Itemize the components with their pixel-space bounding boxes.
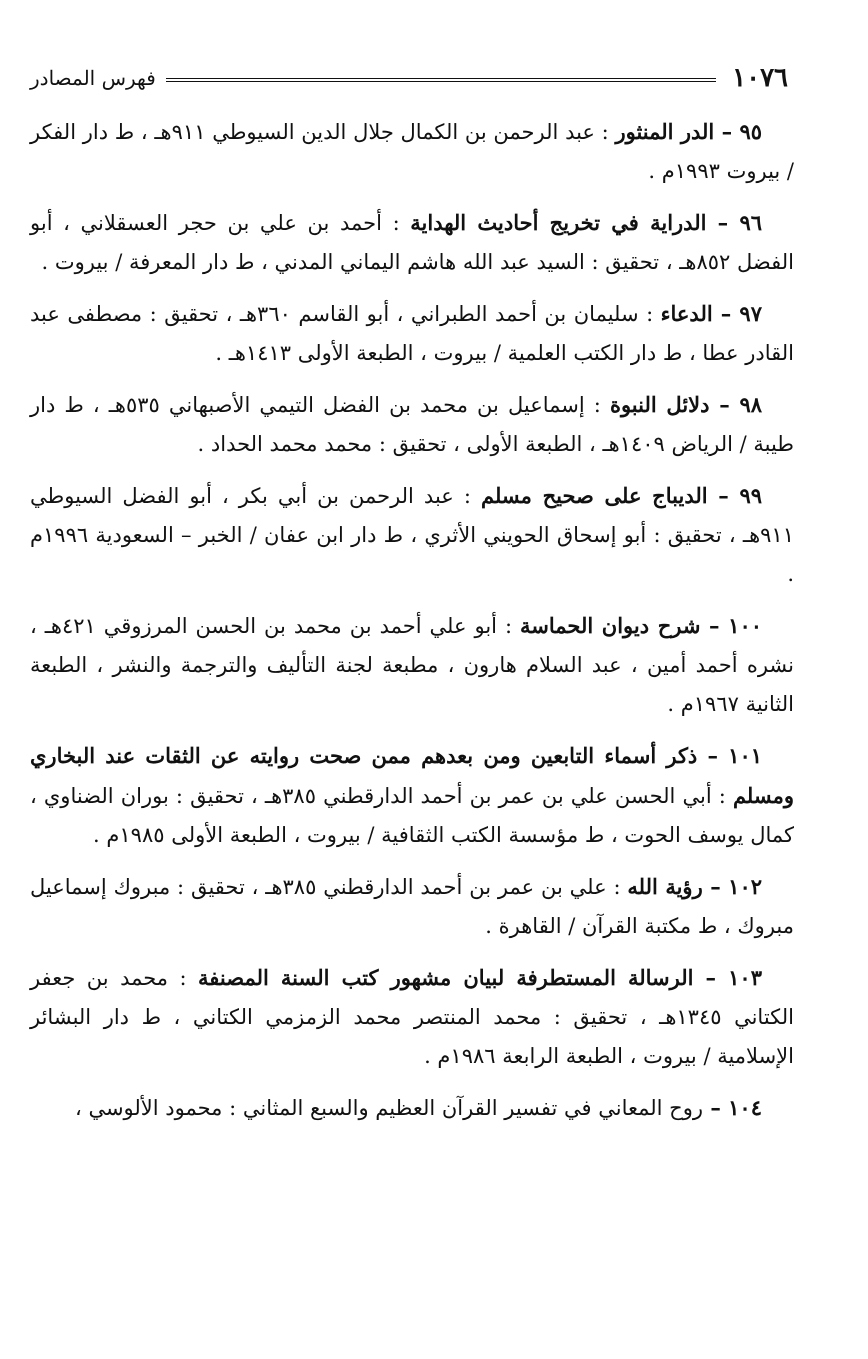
entry-number: ٩٧ [739, 301, 762, 326]
entry-number: ١٠٤ [728, 1095, 762, 1120]
entry-body: : محمود الألوسي ، [75, 1096, 243, 1120]
source-entry-103: ١٠٣ – الرسالة المستطرفة لبيان مشهور كتب السنة المصنفة : محمد بن جعفر الكتاني ١٣٤٥هـ ، تحقيق : محمد المنتصر محمد الزمزمي الكتاني ، ط دار البشائر الإسلامية / بيروت ، الطبعة الرابعة ١٩٨٦م . [30, 965, 794, 1068]
source-entry-95: ٩٥ – الدر المنثور : عبد الرحمن بن الكمال جلال الدين السيوطي ٩١١هـ ، ط دار الفكر / بيروت ١٩٩٣م . [30, 119, 794, 183]
source-entry-100: ١٠٠ – شرح ديوان الحماسة : أبو علي أحمد بن محمد بن الحسن المرزوقي ٤٢١هـ ، نشره أحمد أمين ، عبد السلام هارون ، مطبعة لجنة التأليف والترجمة والنشر ، الطبعة الثانية ١٩٦٧م . [30, 613, 794, 716]
entry-title: روح المعاني في تفسير القرآن العظيم والسبع المثاني [242, 1096, 704, 1120]
entry-body: : عبد الرحمن بن أبي بكر ، أبو الفضل السيوطي ٩١١هـ ، تحقيق : أبو إسحاق الحويني الأثري ، ط دار ابن عفان / الخبر – السعودية ١٩٩٦م . [30, 484, 794, 586]
page-title: فهرس المصادر [30, 66, 156, 90]
entry-number: ١٠١ [728, 743, 763, 768]
entry-title: شرح ديوان الحماسة [520, 613, 701, 638]
source-entry-98: ٩٨ – دلائل النبوة : إسماعيل بن محمد بن الفضل التيمي الأصبهاني ٥٣٥هـ ، ط دار طيبة / الرياض ١٤٠٩هـ ، الطبعة الأولى ، تحقيق : محمد محمد الحداد . [30, 392, 794, 456]
source-entry-102: ١٠٢ – رؤية الله : علي بن عمر بن أحمد الدارقطني ٣٨٥هـ ، تحقيق : مبروك إسماعيل مبروك ، ط مكتبة القرآن / القاهرة . [30, 874, 794, 938]
entry-title: الدعاء [660, 301, 713, 326]
entry-body: : سليمان بن أحمد الطبراني ، أبو القاسم ٣٦٠هـ ، تحقيق : مصطفى عبد القادر عطا ، ط دار الكتب العلمية / بيروت ، الطبعة الأولى ١٤١٣هـ . [30, 302, 794, 365]
header-rule [166, 78, 716, 82]
entry-title: الرسالة المستطرفة لبيان مشهور كتب السنة المصنفة [198, 965, 694, 990]
entry-body: : إسماعيل بن محمد بن الفضل التيمي الأصبهاني ٥٣٥هـ ، ط دار طيبة / الرياض ١٤٠٩هـ ، الطبعة الأولى ، تحقيق : محمد محمد الحداد . [30, 393, 794, 456]
entry-body: : علي بن عمر بن أحمد الدارقطني ٣٨٥هـ ، تحقيق : مبروك إسماعيل مبروك ، ط مكتبة القرآن / القاهرة . [30, 875, 794, 938]
entry-title: الدر المنثور [615, 119, 715, 144]
entry-number: ٩٩ [739, 483, 762, 508]
entry-title: دلائل النبوة [609, 392, 710, 417]
entry-body: : محمد بن جعفر الكتاني ١٣٤٥هـ ، تحقيق : محمد المنتصر محمد الزمزمي الكتاني ، ط دار البشائر الإسلامية / بيروت ، الطبعة الرابعة ١٩٨٦م . [30, 966, 794, 1068]
entry-number: ٩٦ [739, 210, 762, 235]
source-entry-99: ٩٩ – الديباج على صحيح مسلم : عبد الرحمن بن أبي بكر ، أبو الفضل السيوطي ٩١١هـ ، تحقيق : أبو إسحاق الحويني الأثري ، ط دار ابن عفان / الخبر – السعودية ١٩٩٦م . [30, 483, 794, 586]
page-header [30, 58, 788, 98]
entry-number: ١٠٣ [728, 965, 762, 990]
entry-title: الدراية في تخريج أحاديث الهداية [410, 210, 707, 235]
source-entry-104: ١٠٤ – روح المعاني في تفسير القرآن العظيم والسبع المثاني : محمود الألوسي ، [75, 1095, 762, 1120]
page-number: ١٠٧٦ [732, 63, 788, 93]
entry-number: ١٠٠ [728, 613, 763, 638]
entry-body: : أحمد بن علي بن حجر العسقلاني ، أبو الفضل ٨٥٢هـ ، تحقيق : السيد عبد الله هاشم اليماني المدني ، ط دار المعرفة / بيروت . [30, 211, 794, 274]
entry-body: : عبد الرحمن بن الكمال جلال الدين السيوطي ٩١١هـ ، ط دار الفكر / بيروت ١٩٩٣م . [30, 120, 794, 183]
source-entry-97: ٩٧ – الدعاء : سليمان بن أحمد الطبراني ، أبو القاسم ٣٦٠هـ ، تحقيق : مصطفى عبد القادر عطا ، ط دار الكتب العلمية / بيروت ، الطبعة الأولى ١٤١٣هـ . [30, 301, 794, 365]
entry-number: ٩٨ [739, 392, 763, 417]
entry-body: : أبو علي أحمد بن محمد بن الحسن المرزوقي ٤٢١هـ ، نشره أحمد أمين ، عبد السلام هارون ، مطبعة لجنة التأليف والترجمة والنشر ، الطبعة الثانية ١٩٦٧م . [30, 614, 794, 716]
entry-title: ذكر أسماء التابعين ومن بعدهم ممن صحت روايته عن الثقات عند البخاري ومسلم [30, 743, 794, 808]
source-entry-96: ٩٦ – الدراية في تخريج أحاديث الهداية : أحمد بن علي بن حجر العسقلاني ، أبو الفضل ٨٥٢هـ ، تحقيق : السيد عبد الله هاشم اليماني المدني ، ط دار المعرفة / بيروت . [30, 210, 794, 274]
entry-number: ١٠٢ [728, 874, 763, 899]
entry-title: الديباج على صحيح مسلم [480, 483, 708, 508]
entry-title: رؤية الله [627, 874, 703, 899]
sources-list [30, 112, 794, 1140]
source-entry-101: ١٠١ – ذكر أسماء التابعين ومن بعدهم ممن صحت روايته عن الثقات عند البخاري ومسلم : أبي الحسن علي بن عمر بن أحمد الدارقطني ٣٨٥هـ ، تحقيق : بوران الضناوي ، كمال يوسف الحوت ، ط مؤسسة الكتب الثقافية / بيروت ، الطبعة الأولى ١٩٨٥م . [30, 743, 794, 847]
entry-number: ٩٥ [739, 119, 763, 144]
entry-body: : أبي الحسن علي بن عمر بن أحمد الدارقطني ٣٨٥هـ ، تحقيق : بوران الضناوي ، كمال يوسف الحوت ، ط مؤسسة الكتب الثقافية / بيروت ، الطبعة الأولى ١٩٨٥م . [30, 784, 794, 847]
